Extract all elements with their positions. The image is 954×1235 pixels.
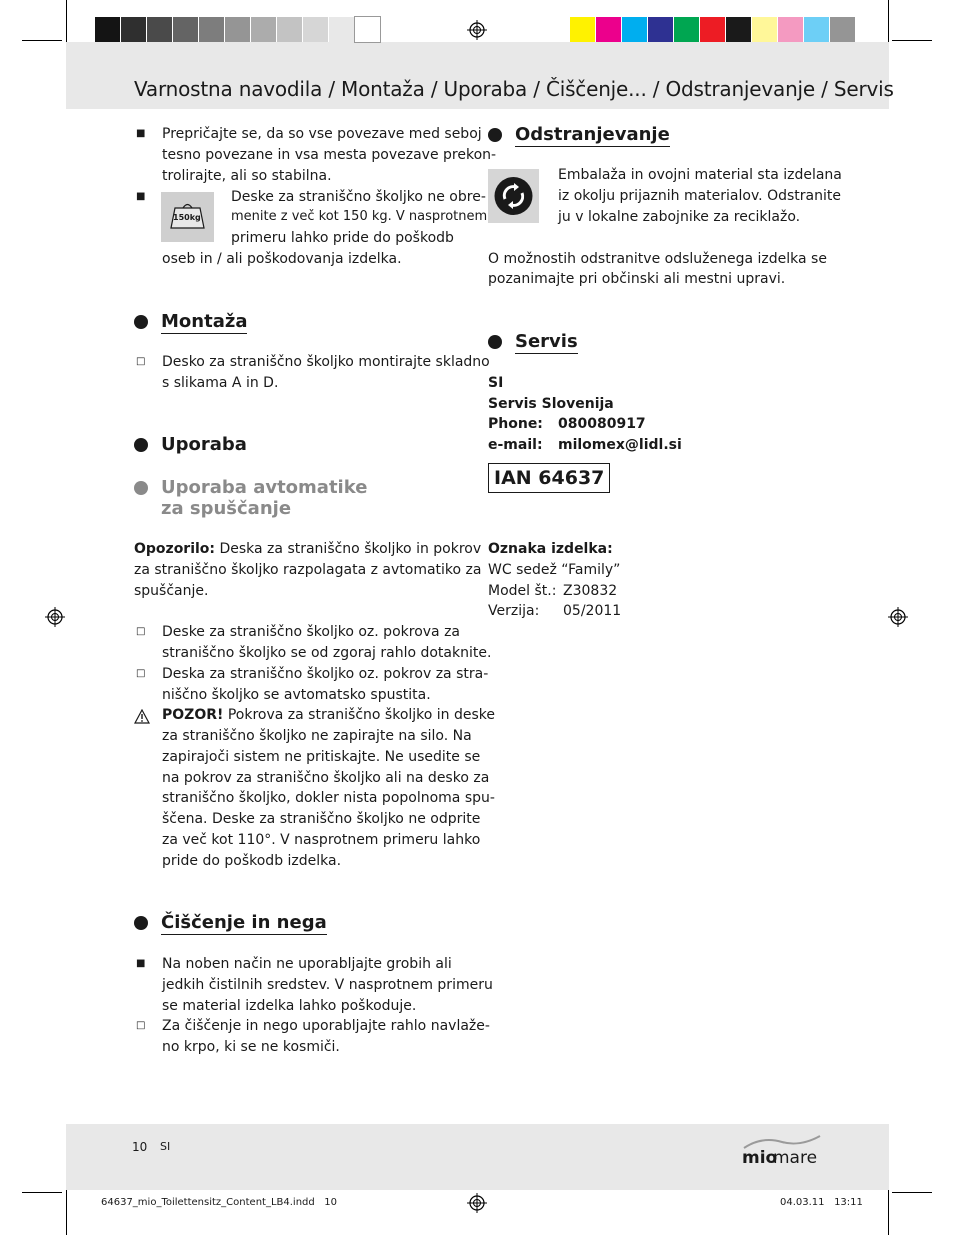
color-swatch <box>225 17 250 42</box>
section-dot-icon <box>134 916 148 930</box>
date-info: 04.03.11 13:11 <box>780 1197 863 1208</box>
brand-mare: mare <box>773 1148 818 1168</box>
caution-text: ščena. Deske za straniščno školjko ne odprite <box>162 811 481 827</box>
color-swatch <box>95 17 120 42</box>
section-title: Čiščenje in nega <box>161 912 327 933</box>
servis-phone-value: 080080917 <box>558 416 646 432</box>
ciscenje-text: se material izdelka lahko poškoduje. <box>162 998 417 1014</box>
crop-mark <box>888 1190 889 1235</box>
crop-mark <box>22 40 62 41</box>
bullet-square: ■ <box>136 958 146 969</box>
recycle-text: ju v lokalne zabojnike za reciklažo. <box>558 209 801 225</box>
weight-text: oseb in / ali poškodovanja izdelka. <box>162 251 402 267</box>
servis-email-label: e-mail: <box>488 437 543 453</box>
page-number: 10 <box>132 1140 148 1154</box>
servis-phone-label: Phone: <box>488 416 543 432</box>
caution-label: POZOR! <box>162 707 224 723</box>
registration-mark-icon <box>467 1193 487 1213</box>
color-swatch <box>277 17 302 42</box>
subsection-title: za spuščanje <box>161 498 292 519</box>
warning-line <box>134 541 481 557</box>
color-swatch <box>622 17 647 42</box>
warning-triangle-icon <box>134 709 150 724</box>
crop-mark <box>892 1192 932 1193</box>
montaza-text: s slikama A in D. <box>162 375 279 391</box>
green-dot-icon <box>488 169 539 223</box>
servis-email-value[interactable]: milomex@lidl.si <box>558 437 682 453</box>
intro-text: tesno povezane in vsa mesta povezave prekon- <box>162 147 497 163</box>
file-info: 64637_mio_Toilettensitz_Content_LB4.indd 10 <box>101 1197 337 1208</box>
ciscenje-text: jedkih čistilnih sredstev. V nasprotnem primeru <box>162 977 493 993</box>
crop-mark <box>66 1190 67 1235</box>
version-value: 05/2011 <box>563 603 622 619</box>
subsection-dot-icon <box>134 481 148 495</box>
bullet-open-square: □ <box>136 626 146 637</box>
warning-text: za straniščno školjko razpolagata z avtomatiko za <box>134 562 482 578</box>
warning-label: Opozorilo: <box>134 541 216 557</box>
bullet-open-square: □ <box>136 668 146 679</box>
recycle-icon <box>488 169 539 223</box>
weight-label: 150kg <box>173 213 201 222</box>
brand-mio: mio <box>742 1148 778 1168</box>
page-title: Varnostna navodila / Montaža / Uporaba / Čiščenje... / Odstranjevanje / Servis <box>134 77 894 101</box>
servis-name: Servis Slovenija <box>488 396 614 412</box>
color-swatch <box>199 17 224 42</box>
registration-mark-icon <box>888 607 908 627</box>
ian-box: IAN 64637 <box>488 463 610 493</box>
uporaba-text: straniščno školjko se od zgoraj rahlo dotaknite. <box>162 645 492 661</box>
caution-text: zapirajoči sistem ne pritiskajte. Ne usedite se <box>162 749 481 765</box>
bullet-square: ■ <box>136 128 146 139</box>
color-swatch <box>596 17 621 42</box>
section-dot-icon <box>134 315 148 329</box>
weight-text: Deske za straniščno školjko ne obre- <box>231 189 486 205</box>
color-swatch <box>726 17 751 42</box>
recycle-text: iz okolju prijaznih materialov. Odstranite <box>558 188 841 204</box>
intro-text: trolirajte, ali so stabilna. <box>162 168 332 184</box>
model-value: Z30832 <box>563 583 618 599</box>
color-swatch <box>121 17 146 42</box>
registration-mark-icon <box>467 20 487 40</box>
model-label: Model št.: <box>488 583 557 599</box>
page-lang: SI <box>160 1140 171 1153</box>
section-title: Uporaba <box>161 434 247 455</box>
warning-text: spuščanje. <box>134 583 209 599</box>
warning-text: Deska za straniščno školjko in pokrov <box>215 541 482 557</box>
disposal-text: O možnostih odstranitve odsluženega izdelka se <box>488 251 827 267</box>
subsection-title: Uporaba avtomatike <box>161 477 368 498</box>
intro-text: Prepričajte se, da so vse povezave med seboj <box>162 126 482 142</box>
color-swatch <box>173 17 198 42</box>
product-name: WC sedež “Family” <box>488 562 621 578</box>
crop-mark <box>66 0 67 44</box>
bullet-open-square: □ <box>136 356 146 367</box>
color-swatch <box>147 17 172 42</box>
color-swatch <box>674 17 699 42</box>
color-swatch <box>700 17 725 42</box>
section-title: Montaža <box>161 311 248 332</box>
product-label: Oznaka izdelka: <box>488 541 613 557</box>
caution-text: na pokrov za straniščno školjko ali na desko za <box>162 770 490 786</box>
recycle-text: Embalaža in ovojni material sta izdelana <box>558 167 842 183</box>
section-title: Odstranjevanje <box>515 124 670 145</box>
color-swatch <box>329 17 354 42</box>
caution-text: pride do poškodb izdelka. <box>162 853 342 869</box>
uporaba-text: Deske za straniščno školjko oz. pokrova za <box>162 624 460 640</box>
color-swatch <box>570 17 595 42</box>
registration-mark-icon <box>45 607 65 627</box>
bullet-square: ■ <box>136 191 146 202</box>
section-dot-icon <box>488 335 502 349</box>
disposal-text: pozanimajte pri občinski ali mestni upravi. <box>488 271 786 287</box>
montaza-text: Desko za straniščno školjko montirajte skladno <box>162 354 490 370</box>
ciscenje-text: no krpo, ki se ne kosmiči. <box>162 1039 340 1055</box>
weight-text: primeru lahko pride do poškodb <box>231 230 454 246</box>
ciscenje-text: Za čiščenje in nego uporabljajte rahlo navlaže- <box>162 1018 490 1034</box>
color-swatch <box>830 17 855 42</box>
weight-text: menite z več kot 150 kg. V nasprotnem <box>231 209 488 224</box>
section-dot-icon <box>488 128 502 142</box>
caution-text: straniščno školjko, dokler nista popolnoma spu- <box>162 790 495 806</box>
crop-mark <box>892 40 932 41</box>
caution-line <box>162 707 495 723</box>
ciscenje-text: Na noben način ne uporabljajte grobih ali <box>162 956 452 972</box>
bullet-open-square: □ <box>136 1020 146 1031</box>
caution-text: Pokrova za straniščno školjko in deske <box>223 707 496 723</box>
crop-mark <box>22 1192 62 1193</box>
color-swatch <box>804 17 829 42</box>
version-label: Verzija: <box>488 603 540 619</box>
color-swatch <box>778 17 803 42</box>
caution-text: za več kot 110°. V nasprotnem primeru lahko <box>162 832 481 848</box>
section-title: Servis <box>515 331 578 352</box>
weight-icon <box>161 192 214 242</box>
color-swatch <box>251 17 276 42</box>
servis-country: SI <box>488 375 504 391</box>
color-swatch <box>303 17 328 42</box>
section-dot-icon <box>134 438 148 452</box>
caution-text: za straniščno školjko ne zapirajte na silo. Na <box>162 728 472 744</box>
uporaba-text: niščno školjko se avtomatsko spustita. <box>162 687 431 703</box>
color-swatch <box>648 17 673 42</box>
color-swatch <box>752 17 777 42</box>
color-swatch <box>355 17 380 42</box>
uporaba-text: Deska za straniščno školjko oz. pokrov za stra- <box>162 666 489 682</box>
brand-logo <box>742 1134 822 1174</box>
crop-mark <box>888 0 889 44</box>
